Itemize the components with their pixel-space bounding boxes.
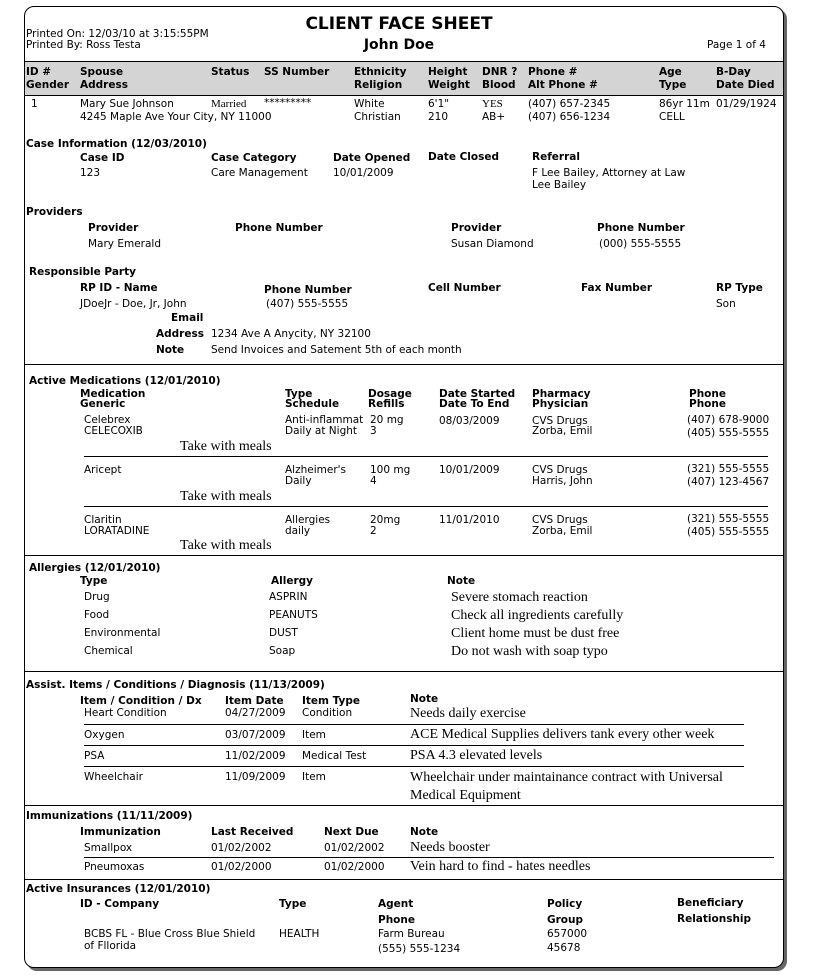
- insurance-company: BCBS FL - Blue Cross Blue Shield: [84, 928, 256, 940]
- medication-note: Take with meals: [180, 439, 272, 454]
- col-medication: Medication: [80, 388, 146, 400]
- assist-type: Item: [302, 729, 326, 741]
- insurance-title: Active Insurances (12/01/2010): [26, 883, 211, 895]
- col-height: Height: [428, 66, 468, 78]
- col-date-to-end: Date To End: [439, 398, 510, 410]
- rp-note-label: Note: [156, 344, 185, 356]
- insurance-policy: 657000: [547, 928, 588, 940]
- col-allergy: Allergy: [271, 575, 313, 587]
- assist-item: Wheelchair: [84, 771, 143, 783]
- phone: (407) 657-2345: [528, 98, 611, 110]
- weight: 210: [428, 111, 449, 123]
- client-name: John Doe: [363, 37, 435, 53]
- medication-pharmacy: CVS Drugs: [532, 415, 588, 427]
- col-policy: Policy: [547, 898, 583, 910]
- assist-date: 11/02/2009: [225, 750, 286, 762]
- medication-name: Aricept: [84, 464, 122, 476]
- immunization-last: 01/02/2000: [211, 861, 272, 873]
- assist-item: Heart Condition: [84, 707, 167, 719]
- section-divider: [25, 879, 783, 880]
- medication-dosage: 20 mg: [370, 414, 404, 426]
- col-last-received: Last Received: [211, 826, 294, 838]
- col-dnr: DNR ?: [482, 66, 518, 78]
- medication-pharmacy: CVS Drugs: [532, 464, 588, 476]
- medication-note: Take with meals: [180, 538, 272, 553]
- col-physician: Physician: [532, 398, 589, 410]
- col-type: Type: [659, 79, 687, 91]
- rp-note: Send Invoices and Satement 5th of each month: [211, 344, 462, 356]
- dnr: YES: [482, 98, 503, 110]
- immunizations-title: Immunizations (11/11/2009): [26, 810, 193, 822]
- section-divider: [25, 555, 783, 556]
- assist-date: 11/09/2009: [225, 771, 286, 783]
- referral-line-1: F Lee Bailey, Attorney at Law: [532, 167, 686, 179]
- col-rp-type: RP Type: [716, 282, 763, 294]
- col-allergy-type: Type: [80, 575, 108, 587]
- providers-title: Providers: [26, 206, 83, 218]
- allergy-name: PEANUTS: [269, 609, 318, 621]
- col-weight: Weight: [428, 79, 470, 91]
- section-divider: [25, 805, 783, 806]
- row-divider: [84, 745, 744, 746]
- section-divider: [25, 671, 783, 672]
- referral-line-2: Lee Bailey: [532, 179, 587, 191]
- medication-type: Alzheimer's: [285, 464, 347, 476]
- allergy-note: Do not wash with soap typo: [451, 644, 608, 659]
- allergy-name: Soap: [269, 645, 296, 657]
- client-address: 4245 Maple Ave Your City, NY 11000: [80, 111, 272, 123]
- page-title: CLIENT FACE SHEET: [305, 14, 493, 34]
- allergy-name: ASPRIN: [269, 591, 308, 603]
- medications-title: Active Medications (12/01/2010): [29, 375, 221, 387]
- medication-physician: Zorba, Emil: [532, 525, 593, 537]
- medication-generic: CELECOXIB: [84, 425, 143, 437]
- col-group: Group: [547, 914, 584, 926]
- medication-refills: 3: [370, 425, 377, 437]
- insurance-type: HEALTH: [279, 928, 320, 940]
- rp-address-label: Address: [156, 328, 204, 340]
- face-sheet: [24, 6, 784, 968]
- col-pharmacy: Pharmacy: [532, 388, 591, 400]
- col-referral: Referral: [532, 151, 580, 163]
- medication-dosage: 100 mg: [370, 464, 411, 476]
- page-number: Page 1 of 4: [707, 39, 766, 51]
- date-opened: 10/01/2009: [333, 167, 394, 179]
- ethnicity: White: [354, 98, 385, 110]
- assist-note: Needs daily exercise: [410, 706, 526, 721]
- col-physician-phone: Phone: [689, 398, 726, 410]
- allergy-type: Drug: [84, 591, 110, 603]
- spouse-name: Mary Sue Johnson: [80, 98, 174, 110]
- allergy-type: Food: [84, 609, 110, 621]
- assist-note: ACE Medical Supplies delivers tank every other week: [410, 727, 715, 742]
- immunization-next: 01/02/2002: [324, 842, 385, 854]
- rp-type: Son: [716, 298, 736, 310]
- col-rp-phone: Phone Number: [264, 284, 352, 296]
- immunization-last: 01/02/2002: [211, 842, 272, 854]
- col-ethnicity: Ethnicity: [354, 66, 407, 78]
- col-item-date: Item Date: [225, 695, 284, 707]
- medication-generic: LORATADINE: [84, 525, 150, 537]
- col-immunization: Immunization: [80, 826, 161, 838]
- col-refills: Refills: [368, 398, 405, 410]
- rp-id-name: JDoeJr - Doe, Jr, John: [80, 298, 187, 310]
- allergy-note: Severe stomach reaction: [451, 590, 588, 605]
- medication-started: 08/03/2009: [439, 415, 500, 427]
- col-beneficiary: Beneficiary: [677, 897, 744, 909]
- physician-phone: (405) 555-5555: [687, 427, 770, 439]
- row-divider: [84, 857, 774, 858]
- alt-phone: (407) 656-1234: [528, 111, 611, 123]
- printed-by: Printed By: Ross Testa: [26, 39, 141, 51]
- col-blood: Blood: [482, 79, 516, 91]
- col-status: Status: [211, 66, 250, 78]
- col-immunization-note: Note: [410, 826, 439, 838]
- col-next-due: Next Due: [324, 826, 379, 838]
- row-divider: [84, 456, 768, 457]
- col-pharmacy-phone: Phone: [689, 388, 726, 400]
- immunization-next: 01/02/2000: [324, 861, 385, 873]
- col-agent-phone: Phone: [378, 914, 415, 926]
- col-provider-2: Provider: [451, 222, 502, 234]
- col-dosage: Dosage: [368, 388, 412, 400]
- medication-schedule: Daily: [285, 475, 312, 487]
- case-info-title: Case Information (12/03/2010): [26, 138, 207, 150]
- col-company: ID - Company: [80, 898, 160, 910]
- row-divider: [84, 724, 744, 725]
- assist-item: Oxygen: [84, 729, 125, 741]
- provider-name: Mary Emerald: [88, 238, 162, 250]
- ss-number: *********: [264, 97, 312, 109]
- col-gender: Gender: [26, 79, 70, 91]
- medication-refills: 2: [370, 525, 377, 537]
- height: 6'1": [428, 98, 450, 110]
- col-spouse: Spouse: [80, 66, 124, 78]
- medication-physician: Harris, John: [532, 475, 593, 487]
- col-date-closed: Date Closed: [428, 151, 500, 163]
- provider-phone: (000) 555-5555: [599, 238, 682, 250]
- col-bday: B-Day: [716, 66, 751, 78]
- allergy-type: Chemical: [84, 645, 133, 657]
- medication-started: 10/01/2009: [439, 464, 500, 476]
- rp-phone: (407) 555-5555: [266, 298, 349, 310]
- section-divider: [25, 364, 783, 365]
- insurance-agent: Farm Bureau: [378, 928, 445, 940]
- physician-phone: (407) 123-4567: [687, 476, 770, 488]
- immunization-name: Smallpox: [84, 842, 133, 854]
- pharmacy-phone: (321) 555-5555: [687, 513, 770, 525]
- allergy-note: Check all ingredients carefully: [451, 608, 624, 623]
- col-schedule: Schedule: [285, 398, 340, 410]
- immunization-name: Pneumoxas: [84, 861, 145, 873]
- blood-type: AB+: [482, 111, 506, 123]
- col-med-type: Type: [285, 388, 313, 400]
- col-religion: Religion: [354, 79, 403, 91]
- col-case-id: Case ID: [80, 152, 125, 164]
- medication-schedule: Daily at Night: [285, 425, 358, 437]
- col-address: Address: [80, 79, 128, 91]
- assist-note: Wheelchair under maintainance contract with Universal Medical Equipment: [410, 770, 723, 803]
- medication-name: Celebrex: [84, 414, 131, 426]
- rp-email-label: Email: [171, 312, 204, 324]
- allergy-type: Environmental: [84, 627, 161, 639]
- col-phone-1: Phone Number: [235, 222, 323, 234]
- insurance-company-cont: of Fllorida: [84, 940, 137, 952]
- col-ss: SS Number: [264, 66, 330, 78]
- case-category: Care Management: [211, 167, 308, 179]
- birth-date: 01/29/1924: [716, 98, 777, 110]
- insurance-agent-phone: (555) 555-1234: [378, 943, 461, 955]
- assist-date: 04/27/2009: [225, 707, 286, 719]
- responsible-party-title: Responsible Party: [29, 266, 136, 278]
- col-provider-1: Provider: [88, 222, 139, 234]
- medication-dosage: 20mg: [370, 514, 401, 526]
- col-insurance-type: Type: [279, 898, 307, 910]
- age: 86yr 11m: [659, 98, 710, 110]
- col-generic: Generic: [80, 398, 126, 410]
- assist-note: PSA 4.3 elevated levels: [410, 748, 543, 763]
- pharmacy-phone: (321) 555-5555: [687, 463, 770, 475]
- col-item: Item / Condition / Dx: [80, 695, 202, 707]
- allergy-name: DUST: [269, 627, 298, 639]
- col-rp-fax: Fax Number: [581, 282, 653, 294]
- rp-address: 1234 Ave A Anycity, NY 32100: [211, 328, 371, 340]
- col-phone: Phone #: [528, 66, 578, 78]
- col-agent: Agent: [378, 898, 414, 910]
- medication-note: Take with meals: [180, 489, 272, 504]
- col-date-died: Date Died: [716, 79, 775, 91]
- medication-type: Anti-inflammat: [285, 414, 364, 426]
- col-rp-id: RP ID - Name: [80, 282, 158, 294]
- col-allergy-note: Note: [447, 575, 476, 587]
- col-id: ID #: [26, 66, 52, 78]
- assist-title: Assist. Items / Conditions / Diagnosis (11/13/2009): [26, 679, 325, 691]
- pharmacy-phone: (407) 678-9000: [687, 414, 770, 426]
- client-id: 1: [31, 98, 38, 110]
- medication-name: Claritin: [84, 514, 122, 526]
- row-divider: [84, 506, 768, 507]
- religion: Christian: [354, 111, 401, 123]
- assist-date: 03/07/2009: [225, 729, 286, 741]
- col-phone-2: Phone Number: [597, 222, 685, 234]
- col-item-note: Note: [410, 693, 439, 705]
- medication-schedule: daily: [285, 525, 311, 537]
- assist-item: PSA: [84, 750, 105, 762]
- col-item-type: Item Type: [302, 695, 361, 707]
- immunization-note: Vein hard to find - hates needles: [410, 859, 591, 874]
- assist-type: Condition: [302, 707, 353, 719]
- marital-status: Married: [211, 98, 247, 110]
- insurance-group: 45678: [547, 942, 581, 954]
- col-rp-cell: Cell Number: [428, 282, 501, 294]
- printed-on: Printed On: 12/03/10 at 3:15:55PM: [26, 28, 209, 40]
- col-age: Age: [659, 66, 682, 78]
- col-date-started: Date Started: [439, 388, 516, 400]
- medication-type: Allergies: [285, 514, 331, 526]
- medication-started: 11/01/2010: [439, 514, 500, 526]
- medication-refills: 4: [370, 475, 377, 487]
- row-divider: [84, 766, 744, 767]
- assist-type: Item: [302, 771, 326, 783]
- provider-name: Susan Diamond: [451, 238, 534, 250]
- medication-physician: Zorba, Emil: [532, 425, 593, 437]
- col-case-category: Case Category: [211, 152, 297, 164]
- col-alt-phone: Alt Phone #: [528, 79, 598, 91]
- case-id: 123: [80, 167, 101, 179]
- assist-type: Medical Test: [302, 750, 367, 762]
- col-relationship: Relationship: [677, 913, 752, 925]
- physician-phone: (405) 555-5555: [687, 526, 770, 538]
- col-date-opened: Date Opened: [333, 152, 411, 164]
- medication-pharmacy: CVS Drugs: [532, 514, 588, 526]
- phone-type: CELL: [659, 111, 685, 123]
- allergy-note: Client home must be dust free: [451, 626, 620, 641]
- immunization-note: Needs booster: [410, 840, 490, 855]
- allergies-title: Allergies (12/01/2010): [29, 562, 161, 574]
